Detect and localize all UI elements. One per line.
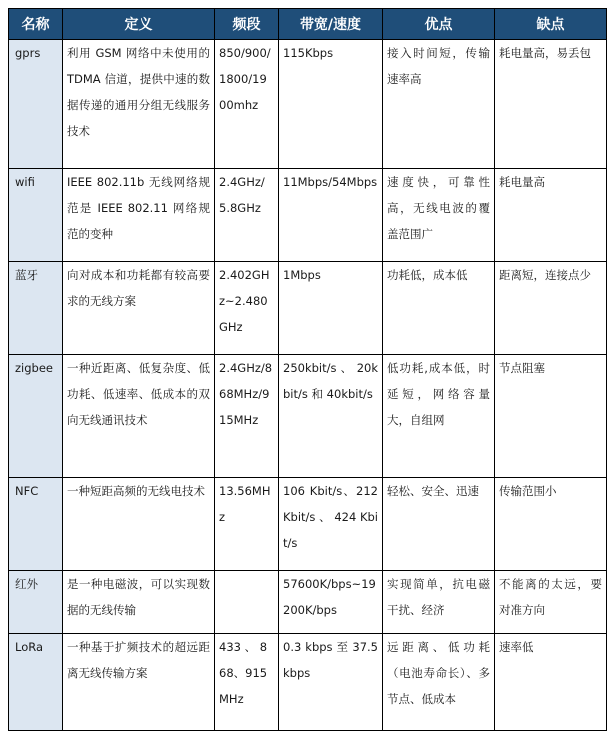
cell-definition: 一种短距高频的无线电技术 (63, 478, 215, 571)
cell-speed: 0.3 kbps 至 37.5 kbps (279, 634, 383, 731)
table-row-lora (9, 634, 607, 731)
table-row-wifi (9, 169, 607, 262)
cell-name: 蓝牙 (9, 262, 63, 355)
cell-speed: 1Mbps (279, 262, 383, 355)
cell-pros: 功耗低，成本低 (383, 262, 495, 355)
table-row-gprs (9, 40, 607, 169)
header-pros: 优点 (383, 9, 495, 40)
cell-speed: 11Mbps/54Mbps (279, 169, 383, 262)
cell-speed: 106 Kbit/s、212 Kbit/s 、 424 Kbit/s (279, 478, 383, 571)
cell-band: 850/900/1800/1900mhz (215, 40, 279, 169)
cell-band: 13.56MHz (215, 478, 279, 571)
cell-definition: 利用 GSM 网络中未使用的 TDMA 信道，提供中速的数据传递的通用分组无线服务技术 (63, 40, 215, 169)
header-name: 名称 (9, 9, 63, 40)
wireless-comparison-table (8, 8, 607, 731)
header-speed: 带宽/速度 (279, 9, 383, 40)
table-row-nfc (9, 478, 607, 571)
cell-name: zigbee (9, 355, 63, 478)
header-row (9, 9, 607, 40)
cell-band: 2.4GHz/5.8GHz (215, 169, 279, 262)
cell-name: 红外 (9, 571, 63, 634)
cell-name: gprs (9, 40, 63, 169)
cell-pros: 接入时间短，传输速率高 (383, 40, 495, 169)
table-row-zigbee (9, 355, 607, 478)
cell-pros: 实现简单，抗电磁干扰、经济 (383, 571, 495, 634)
cell-cons: 不能离的太远，要对准方向 (495, 571, 607, 634)
cell-pros: 速度快，可靠性高，无线电波的覆盖范围广 (383, 169, 495, 262)
cell-band: 2.4GHz/868MHz/915MHz (215, 355, 279, 478)
cell-definition: IEEE 802.11b 无线网络规范是 IEEE 802.11 网络规范的变种 (63, 169, 215, 262)
table-row-bluetooth (9, 262, 607, 355)
cell-pros: 远距离、低功耗（电池寿命长）、多节点、低成本 (383, 634, 495, 731)
cell-speed: 57600K/bps~19200K/bps (279, 571, 383, 634)
cell-band: 433 、 868、915MHz (215, 634, 279, 731)
cell-name: wifi (9, 169, 63, 262)
cell-definition: 一种近距离、低复杂度、低功耗、低速率、低成本的双向无线通讯技术 (63, 355, 215, 478)
cell-name: LoRa (9, 634, 63, 731)
table-row-infrared (9, 571, 607, 634)
cell-cons: 节点阻塞 (495, 355, 607, 478)
cell-pros: 低功耗,成本低，时延短，网络容量大，自组网 (383, 355, 495, 478)
cell-name: NFC (9, 478, 63, 571)
cell-speed: 115Kbps (279, 40, 383, 169)
cell-cons: 耗电量高，易丢包 (495, 40, 607, 169)
cell-cons: 耗电量高 (495, 169, 607, 262)
cell-cons: 速率低 (495, 634, 607, 731)
cell-cons: 距离短，连接点少 (495, 262, 607, 355)
cell-band (215, 571, 279, 634)
cell-pros: 轻松、安全、迅速 (383, 478, 495, 571)
header-definition: 定义 (63, 9, 215, 40)
header-cons: 缺点 (495, 9, 607, 40)
header-band: 频段 (215, 9, 279, 40)
cell-speed: 250kbit/s 、 20kbit/s 和 40kbit/s (279, 355, 383, 478)
cell-definition: 向对成本和功耗都有较高要求的无线方案 (63, 262, 215, 355)
cell-definition: 是一种电磁波，可以实现数据的无线传输 (63, 571, 215, 634)
cell-cons: 传输范围小 (495, 478, 607, 571)
cell-band: 2.402GHz~2.480GHz (215, 262, 279, 355)
cell-definition: 一种基于扩频技术的超远距离无线传输方案 (63, 634, 215, 731)
